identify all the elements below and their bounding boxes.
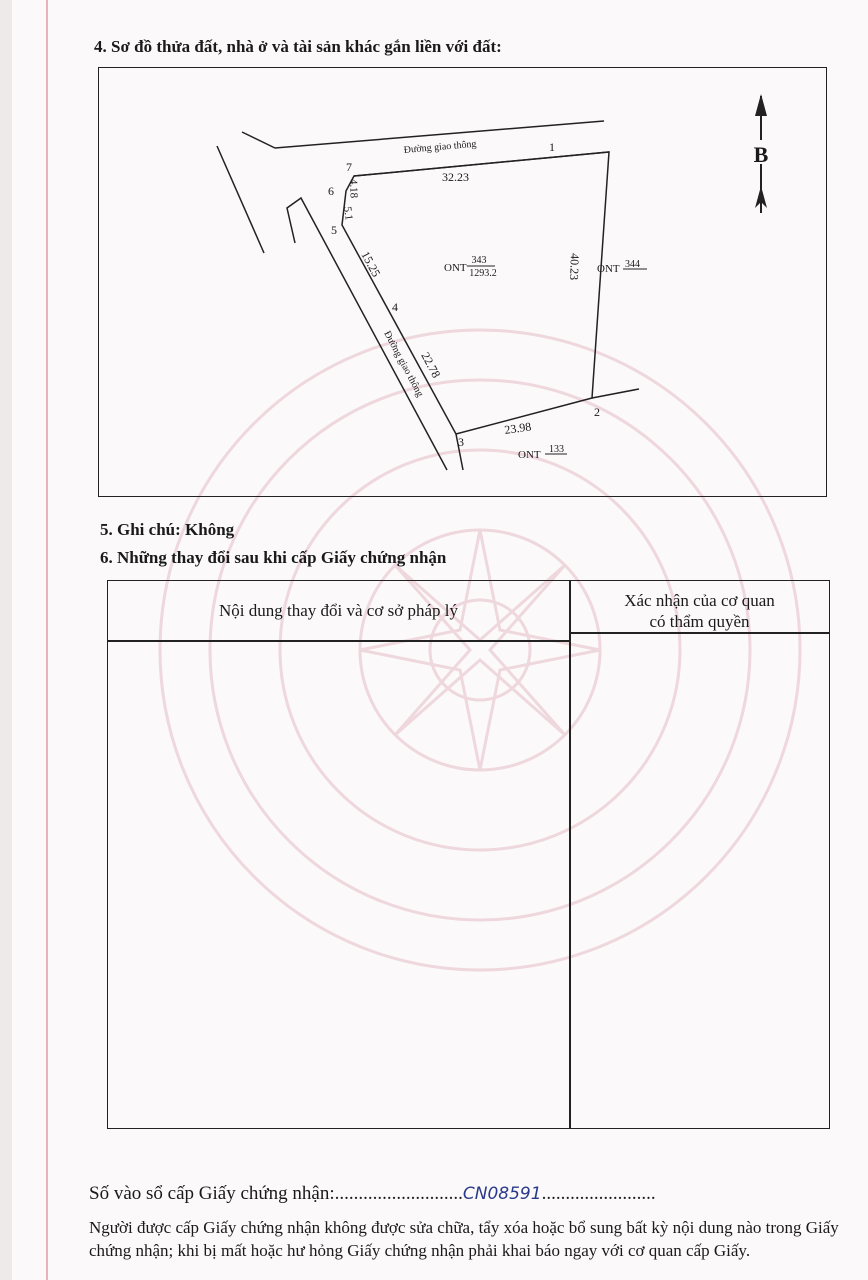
point-5: 5: [331, 223, 337, 237]
parcel-number: 343: [471, 255, 487, 266]
edge-6-7: 4.18: [347, 178, 360, 199]
boundary-extension-east: [592, 389, 639, 398]
edge-1-7: 32.23: [442, 170, 469, 184]
legal-notice: Người được cấp Giấy chứng nhận không được sửa chữa, tẩy xóa hoặc bổ sung bất kỳ nội dung nào trong Giấy chứng nhận; khi bị mất hoặc hư hỏng Giấy chứng nhận phải khai báo ngay với cơ quan cấp Giấy.: [89, 1218, 839, 1260]
edge-4-5: 15.25: [358, 248, 384, 280]
parcel-area: 1293.2: [469, 268, 497, 279]
boundary-extension-top: [354, 152, 609, 176]
section-5-title: 5. Ghi chú: Không: [100, 520, 235, 539]
road-label-left: Đường giao thông: [381, 329, 426, 399]
land-plot-diagram: [98, 67, 827, 497]
margin-line: [46, 0, 48, 1280]
point-4: 4: [392, 300, 398, 314]
registry-dots-after: ........................: [541, 1183, 656, 1204]
registry-number: CN08591: [462, 1184, 542, 1204]
registry-label: Số vào sổ cấp Giấy chứng nhận:: [89, 1183, 335, 1204]
edge-3-4: 22.78: [418, 349, 444, 381]
header-divider-right: [570, 632, 829, 634]
changes-table: [107, 580, 830, 1129]
section-4-title: 4. Sơ đồ thửa đất, nhà ở và tài sản khác gắn liền với đất:: [94, 37, 502, 56]
neighbor-east-type: ONT: [597, 263, 620, 275]
edge-1-2: 40.23: [567, 252, 582, 281]
confirmation-header-line2: có thẩm quyền: [649, 612, 750, 631]
north-letter: B: [753, 142, 769, 167]
column-header-changes: Nội dung thay đổi và cơ sở pháp lý: [219, 601, 458, 620]
plot-svg: [99, 68, 826, 496]
parcel-boundary: [342, 152, 609, 434]
neighbor-east-number: 344: [625, 259, 640, 270]
road-left-curve: [217, 146, 264, 253]
road-left-edge: [287, 198, 447, 470]
registry-dots-before: ...........................: [334, 1183, 463, 1204]
parcel-type: ONT: [444, 262, 467, 274]
point-3: 3: [458, 435, 464, 449]
point-6: 6: [328, 184, 334, 198]
neighbor-south-type: ONT: [518, 449, 541, 461]
registry-number-line: [89, 1183, 656, 1205]
column-divider: [569, 581, 571, 1128]
section-6-title: 6. Những thay đổi sau khi cấp Giấy chứng nhận: [100, 548, 447, 567]
point-2: 2: [594, 405, 600, 419]
column-header-confirmation: [570, 590, 829, 632]
neighbor-south-number: 133: [549, 444, 564, 455]
confirmation-header-line1: Xác nhận của cơ quan: [624, 591, 775, 610]
page-edge: [0, 0, 12, 1280]
north-arrow-icon: [750, 94, 772, 213]
road-label-top: Đường giao thông: [403, 138, 477, 156]
point-1: 1: [549, 140, 555, 154]
point-7: 7: [346, 160, 352, 174]
edge-5-6: 5.1: [341, 205, 355, 222]
header-divider-left: [108, 640, 570, 642]
edge-2-3: 23.98: [503, 419, 533, 437]
